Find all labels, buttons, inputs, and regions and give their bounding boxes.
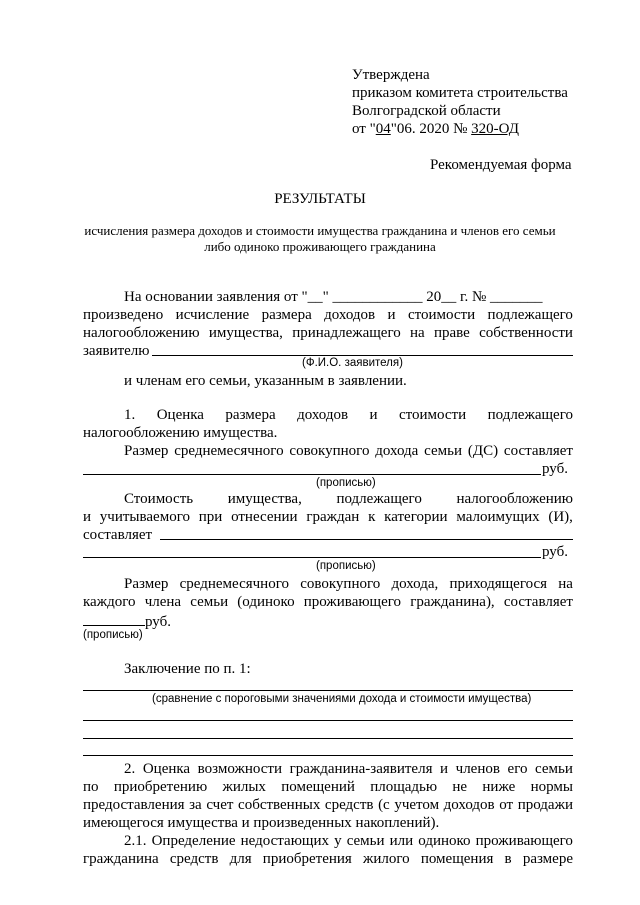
word: составляет <box>503 443 573 459</box>
property-words-caption: (прописью) <box>316 560 376 572</box>
word: размере <box>522 851 573 867</box>
word: к <box>368 509 376 525</box>
avg-income-line <box>124 442 573 460</box>
word: жилых <box>222 779 266 795</box>
word: недостающих <box>240 833 329 849</box>
application-basis-line: На основании заявления от "__" ____________ 20__ г. № _______ <box>124 289 543 305</box>
word: Определение <box>151 833 236 849</box>
word: жилого <box>362 851 410 867</box>
word: 1. <box>124 407 136 423</box>
section1-heading <box>124 406 573 424</box>
word: одиноко <box>418 833 471 849</box>
word: совокупного <box>300 576 381 592</box>
word: размера <box>225 407 276 423</box>
word: помещений <box>281 779 355 795</box>
word: каждого <box>83 594 136 610</box>
word: (И), <box>548 509 573 525</box>
section1-heading-line-2: налогообложению имущества. <box>83 425 278 441</box>
word: среднемесячного <box>174 443 284 459</box>
subsection-2-1-line-1 <box>124 832 573 850</box>
intro-line-3 <box>83 324 573 342</box>
word: проживающего <box>475 833 573 849</box>
word: нормы <box>530 779 573 795</box>
per-member-income-line <box>124 575 573 593</box>
word: (одиноко <box>237 594 295 610</box>
word: отнесении <box>231 509 298 525</box>
word: членов <box>455 761 500 777</box>
word: или <box>389 833 414 849</box>
word: при <box>198 509 223 525</box>
date-day: 04 <box>375 121 391 137</box>
word: члена <box>144 594 182 610</box>
word: среднемесячного <box>179 576 289 592</box>
word: стоимости <box>398 407 467 423</box>
word: приходящегося <box>449 576 548 592</box>
word: произведено <box>83 307 164 323</box>
word: дохода <box>375 443 419 459</box>
date-prefix: от " <box>352 121 376 137</box>
word: по <box>83 779 99 795</box>
family-members-line: и членам его семьи, указанным в заявлении. <box>124 373 407 389</box>
property-amount-label: составляет <box>83 527 153 543</box>
date-month-year: "06. 2020 № <box>390 121 472 137</box>
word: подлежащего <box>336 491 422 507</box>
word: гражданина), <box>410 594 495 610</box>
word: Оценка <box>156 407 204 423</box>
section2-line-4: имеющегося имущества и произведенных накоплений). <box>83 815 440 831</box>
conclusion-line-4 <box>83 755 573 756</box>
word: семьи <box>346 833 385 849</box>
word: в <box>504 851 512 867</box>
word: имущества, <box>208 325 283 341</box>
word: 2. <box>124 761 136 777</box>
word: счет <box>206 797 234 813</box>
word: приобретения <box>262 851 352 867</box>
avg-income-words-caption: (прописью) <box>316 477 376 489</box>
word: Оценка <box>142 761 191 777</box>
word: доходов <box>443 797 495 813</box>
word: его <box>507 761 528 777</box>
per-member-rub: руб. <box>145 614 171 630</box>
word: на <box>410 325 425 341</box>
word: гражданина <box>83 851 159 867</box>
word: доходов <box>324 307 376 323</box>
word: 2.1. <box>124 833 147 849</box>
per-member-income-line-2 <box>83 593 573 611</box>
conclusion-line-2 <box>83 720 573 721</box>
word: возможности <box>197 761 282 777</box>
property-value-line <box>124 490 573 508</box>
word: подлежащего <box>487 307 573 323</box>
word: дохода, <box>391 576 439 592</box>
word: принадлежащего <box>292 325 401 341</box>
word: (с <box>378 797 390 813</box>
section2-line-2 <box>83 778 573 796</box>
word: за <box>189 797 202 813</box>
word: праве <box>434 325 470 341</box>
word: и <box>369 407 378 423</box>
avg-income-rub: руб. <box>542 461 568 477</box>
word: малоимущих <box>456 509 540 525</box>
property-rub: руб. <box>542 544 568 560</box>
word: и <box>440 761 449 777</box>
word: размера <box>261 307 312 323</box>
word: Размер <box>124 443 169 459</box>
conclusion-line-3 <box>83 738 573 739</box>
word: Размер <box>124 576 169 592</box>
word: для <box>229 851 252 867</box>
avg-income-value-line <box>83 474 541 475</box>
word: семьи <box>424 443 463 459</box>
word: семьи <box>190 594 229 610</box>
word: налогообложению <box>456 491 573 507</box>
word: (ДС) <box>467 443 499 459</box>
approval-date-line <box>352 120 519 138</box>
subtitle-line-1: исчисления размера доходов и стоимости имущества гражданина и членов его семьи <box>84 223 556 238</box>
word: семьи <box>535 761 573 777</box>
word: имущества, <box>227 491 302 507</box>
per-member-amount-line <box>83 611 145 626</box>
word: стоимости <box>407 307 476 323</box>
word: подлежащего <box>487 407 573 423</box>
word: площадью <box>370 779 438 795</box>
word: гражданина-заявителя <box>289 761 433 777</box>
word: средств <box>324 797 374 813</box>
word: составляет <box>503 594 573 610</box>
document-title: РЕЗУЛЬТАТЫ <box>274 191 366 207</box>
word: проживающего <box>303 594 402 610</box>
approval-line-3: Волгоградской области <box>352 103 501 119</box>
applicant-label: заявителю <box>83 343 150 359</box>
word: категории <box>384 509 448 525</box>
fio-caption: (Ф.И.О. заявителя) <box>302 357 403 369</box>
property-amount-line-2 <box>83 557 541 558</box>
approval-line-2: приказом комитета строительства <box>352 85 568 101</box>
conclusion-line-1 <box>83 690 573 691</box>
word: учетом <box>394 797 440 813</box>
subtitle-line-2: либо одиноко проживающего гражданина <box>204 239 436 254</box>
word: собственности <box>479 325 573 341</box>
section2-heading <box>124 760 573 778</box>
word: учитываемого <box>99 509 190 525</box>
intro-line-2 <box>83 306 573 324</box>
word: исчисление <box>175 307 250 323</box>
conclusion-label: Заключение по п. 1: <box>124 661 251 677</box>
word: предоставления <box>83 797 185 813</box>
recommended-form: Рекомендуемая форма <box>430 157 572 173</box>
word: доходов <box>297 407 349 423</box>
property-value-line-2 <box>83 508 573 526</box>
comparison-caption: (сравнение с пороговыми значениями дохода и стоимости имущества) <box>152 693 532 705</box>
per-member-words-caption: (прописью) <box>83 629 143 641</box>
word: средств <box>169 851 219 867</box>
word: у <box>334 833 342 849</box>
property-amount-line <box>160 539 573 540</box>
approval-line-1: Утверждена <box>352 67 430 83</box>
word: на <box>558 576 573 592</box>
word: граждан <box>306 509 360 525</box>
word: не <box>452 779 468 795</box>
word: налогообложению <box>83 325 200 341</box>
word: и <box>387 307 396 323</box>
word: совокупного <box>289 443 370 459</box>
word: от <box>499 797 514 813</box>
word: Стоимость <box>124 491 194 507</box>
order-number: 320-ОД <box>471 121 519 137</box>
word: приобретению <box>113 779 208 795</box>
word: и <box>83 509 92 525</box>
word: ниже <box>482 779 516 795</box>
word: помещения <box>420 851 494 867</box>
section2-line-3 <box>83 796 573 814</box>
word: продажи <box>517 797 573 813</box>
word: собственных <box>238 797 321 813</box>
subsection-2-1-line-2 <box>83 850 573 868</box>
